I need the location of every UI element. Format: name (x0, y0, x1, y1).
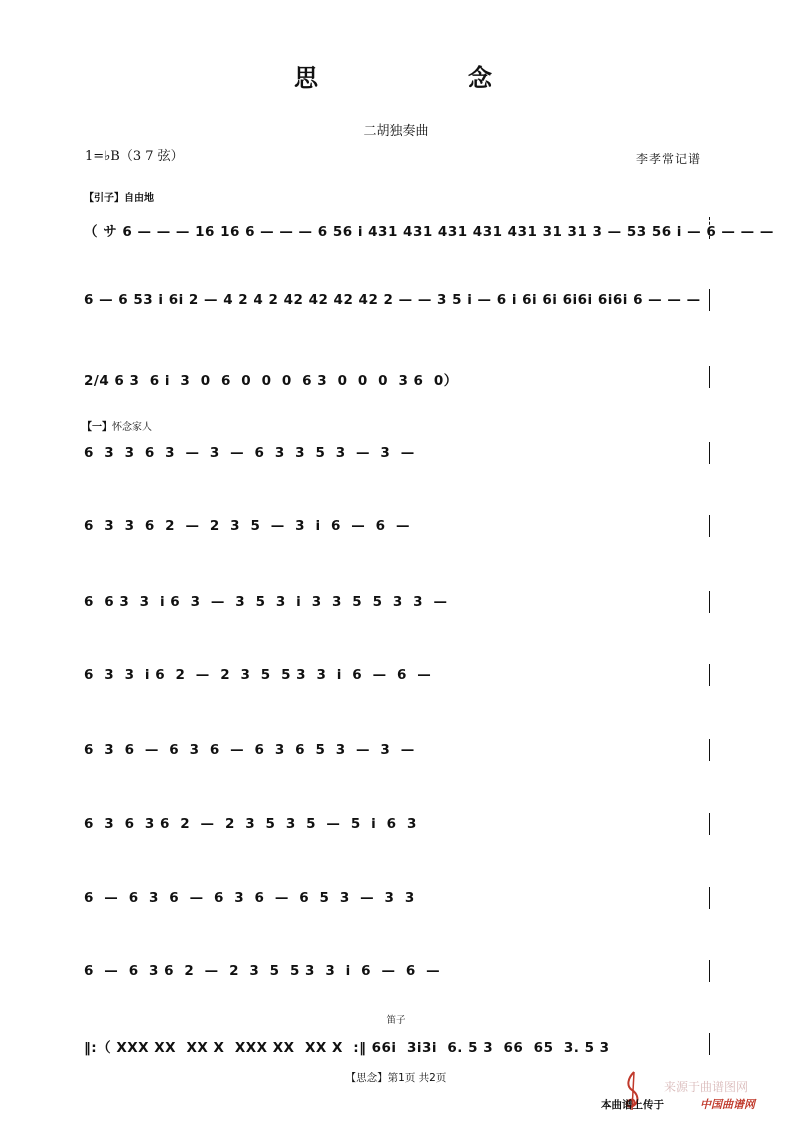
score-line-4-text: 6 3 3 6 3 — 3 — 6 3 3 5 3 — 3 — (84, 445, 415, 461)
score-line-12 (84, 1030, 714, 1058)
barline (709, 217, 711, 239)
flute-label: 笛子 (386, 1015, 406, 1026)
brand-logo-text: 中国曲谱网 (700, 1098, 755, 1111)
barline (709, 591, 710, 613)
barline (709, 1033, 710, 1055)
score-line-6-text: 6 6 3 3 i 6 3 — 3 5 3 i 3 3 5 5 3 3 — (84, 594, 448, 610)
score-line-9-text: 6 3 6 3 6 2 — 2 3 5 3 5 — 5 i 6 3 (84, 816, 417, 832)
barline (709, 366, 710, 388)
section-part1 (82, 418, 152, 433)
page-footer: 【思念】第1页 共2页 (345, 1072, 447, 1084)
barline (709, 887, 710, 909)
score-line-11-text: 6 — 6 3 6 2 — 2 3 5 5 3 3 i 6 — 6 — (84, 963, 441, 979)
score-line-8-text: 6 3 6 — 6 3 6 — 6 3 6 5 3 — 3 — (84, 742, 415, 758)
barline (709, 739, 710, 761)
score-line-5-text: 6 3 3 6 2 — 2 3 5 — 3 i 6 — 6 — (84, 518, 410, 534)
barline (709, 664, 710, 686)
section-intro: 【引子】自由地 (84, 193, 154, 204)
uploader-text: 本曲谱上传于 (601, 1099, 664, 1111)
score-line-9 (84, 810, 714, 838)
score-line-10 (84, 884, 714, 912)
score-line-3 (84, 363, 714, 391)
score-line-5 (84, 512, 714, 540)
score-line-4 (84, 439, 714, 467)
score-line-1 (84, 214, 774, 242)
key-signature: 1=♭B（3 7 弦） (85, 149, 184, 164)
barline (709, 813, 710, 835)
score-line-8 (84, 736, 714, 764)
score-line-2 (84, 286, 714, 314)
subtitle: 二胡独奏曲 (363, 124, 429, 139)
score-line-12-text: ‖:（ XXX XX XX X XXX XX XX X :‖ 66i 3i3i 6. 5 3 66 65 3. 5 3 (84, 1040, 610, 1056)
barline (709, 442, 710, 464)
score-line-7-text: 6 3 3 i 6 2 — 2 3 5 5 3 3 i 6 — 6 — (84, 667, 432, 683)
score-line-7 (84, 661, 714, 689)
score-line-1-text: （ サ 6 — — — 16 16 6 — — — 6 56 i 431 431 431 431 431 31 31 3 — 53 56 i — 6 — — — (84, 224, 774, 240)
barline (709, 289, 710, 311)
arranger: 李孝常记谱 (636, 152, 702, 166)
watermark: 来源于曲谱图网 (664, 1080, 749, 1094)
page-title: 思 念 (294, 63, 498, 92)
score-line-10-text: 6 — 6 3 6 — 6 3 6 — 6 5 3 — 3 3 (84, 890, 415, 906)
section-marker: 【一】 (82, 422, 112, 433)
score-line-11 (84, 957, 714, 985)
barline (709, 515, 710, 537)
score-line-6 (84, 588, 714, 616)
score-line-2-text: 6 — 6 53 i 6i 2 — 4 2 4 2 42 42 42 42 2 — — 3 5 i — 6 i 6i 6i 6i6i 6i6i 6 — — — (84, 292, 701, 308)
barline (709, 960, 710, 982)
section-title: 怀念家人 (112, 422, 152, 433)
score-line-3-text: 2/4 6 3 6 i 3 0 6 0 0 0 6 3 0 0 0 3 6 0） (84, 373, 458, 389)
